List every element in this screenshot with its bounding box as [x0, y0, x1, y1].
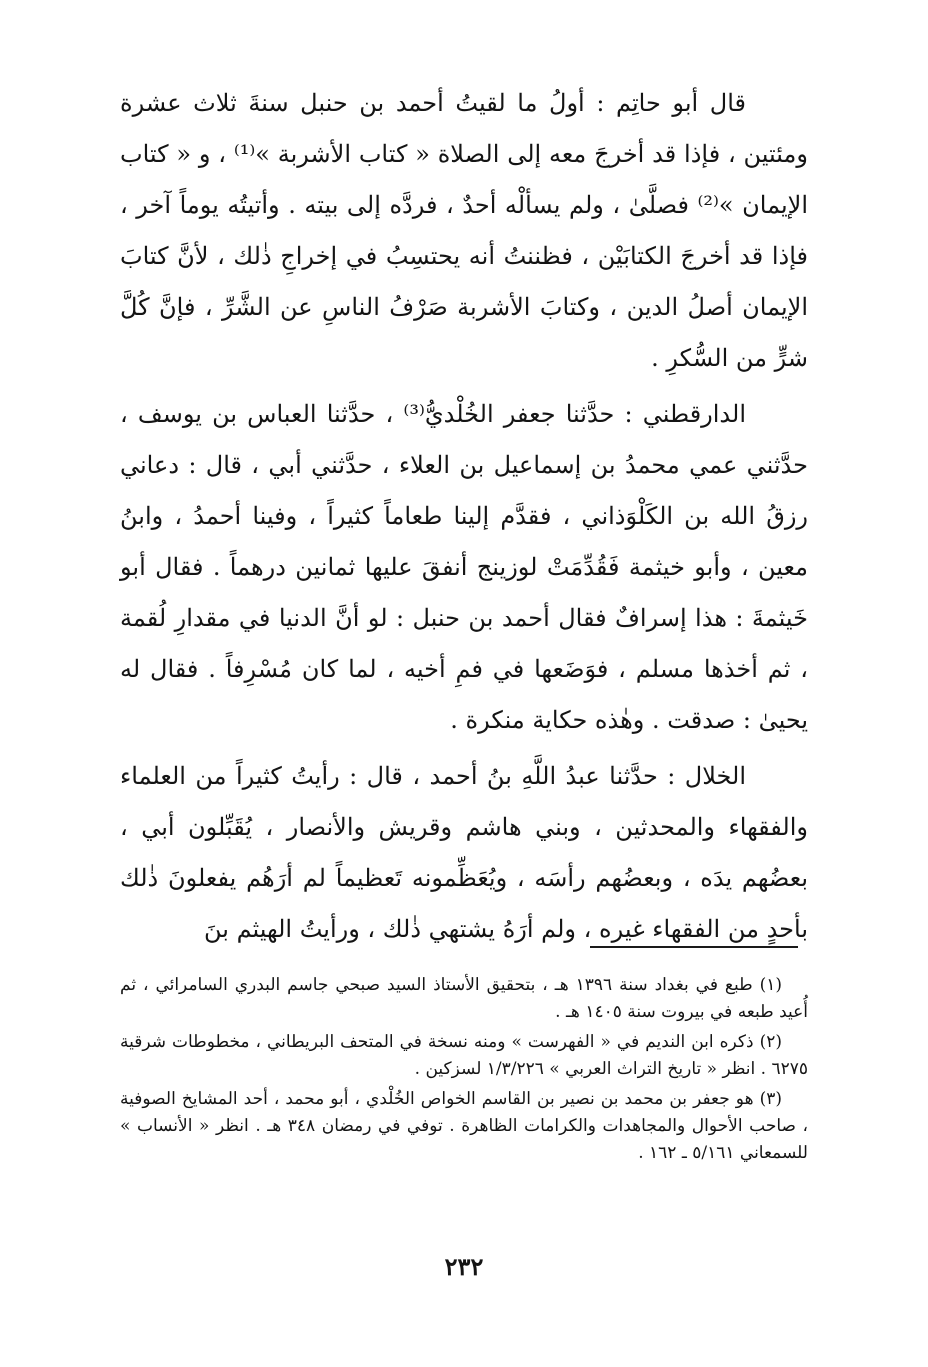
footnotes — [120, 972, 808, 1167]
paragraph-khallal: الخلال : حدَّثنا عبدُ اللَّهِ بنُ أحمد ، قال : رأيتُ كثيراً من العلماء والفقهاء والمحدثين ، وبني هاشم وقريش والأنصار ، يُقَبِّلون أبي ، بعضُهم يدَه ، وبعضُهم رأسَه ، ويُعَظِّمونه تَعظيماً لم أرَهُم يفعلونَ ذٰلك بأحدٍ من الفقهاء غيره ، ولم أرَهُ يشتهي ذٰلك ، ورأيتُ الهيثم بنَ — [120, 762, 808, 943]
footnote-3: (٣) هو جعفر بن محمد بن نصير بن القاسم الخواص الخُلْدي ، أبو محمد ، أحد المشايخ الصوفية ، صاحب الأحوال والمجاهدات والكرامات الظاهرة . توفي في رمضان ٣٤٨ هـ . انظر « الأنساب » للسمعاني ٥/١٦١ ـ ١٦٢ . — [120, 1089, 808, 1163]
footnote-1: (١) طبع في بغداد سنة ١٣٩٦ هـ ، بتحقيق الأستاذ السيد صبحي جاسم البدري السامرائي ، ثم أُعيد طبعه في بيروت سنة ١٤٠٥ هـ . — [120, 975, 808, 1022]
page-number: ٢٣٢ — [444, 1252, 484, 1281]
paragraph-abu-hatim: قال أبو حاتِم : أولُ ما لقيتُ أحمد بن حنبل سنةَ ثلاث عشرة ومئتين ، فإذا قد أخرجَ معه إلى الصلاة « كتاب الأشربة »⁽¹⁾ ، و « كتاب الإيمان »⁽²⁾ فصلَّىٰ ، ولم يسألْه أحدٌ ، فردَّه إلى بيته . وأتيتُه يوماً آخر ، فإذا قد أخرجَ الكتابَيْن ، فظننتُ أنه يحتسِبُ في إخراجِ ذٰلك ، لأنَّ كتابَ الإيمان أصلُ الدين ، وكتابَ الأشربة صَرْفُ الناسِ عن الشَّرِّ ، فإنَّ كُلَّ شرٍّ من السُّكرِ . — [120, 89, 808, 372]
paragraph-daraqutni: الدارقطني : حدَّثنا جعفر الخُلْديُّ⁽³⁾ ، حدَّثنا العباس بن يوسف ، حدَّثني عمي محمدُ بن إسماعيل بن العلاء ، حدَّثني أبي ، قال : دعاني رزقُ الله بن الكَلْوَذاني ، فقدَّم إلينا طعاماً كثيراً ، وفينا أحمدُ ، وابنُ معين ، وأبو خيثمة فَقُدِّمَتْ لوزينج أنفقَ عليها ثمانين درهماً . فقال أبو خَيثمةَ : هذا إسرافٌ فقال أحمد بن حنبل : لو أنَّ الدنيا في مقدارِ لُقمة ، ثم أخذها مسلم ، فوَضَعها في فمِ أخيه ، لما كان مُسْرِفاً . فقال له يحيىٰ : صدقت . وهٰذه حكاية منكرة . — [120, 400, 808, 734]
main-text — [120, 78, 808, 955]
footnote-2: (٢) ذكره ابن النديم في « الفهرست » ومنه نسخة في المتحف البريطاني ، مخطوطات شرقية ٦٢٧٥ . انظر « تاريخ التراث العربي » ١/٣/٢٢٦ لسزكين . — [120, 1032, 808, 1079]
footnote-divider — [590, 946, 798, 948]
